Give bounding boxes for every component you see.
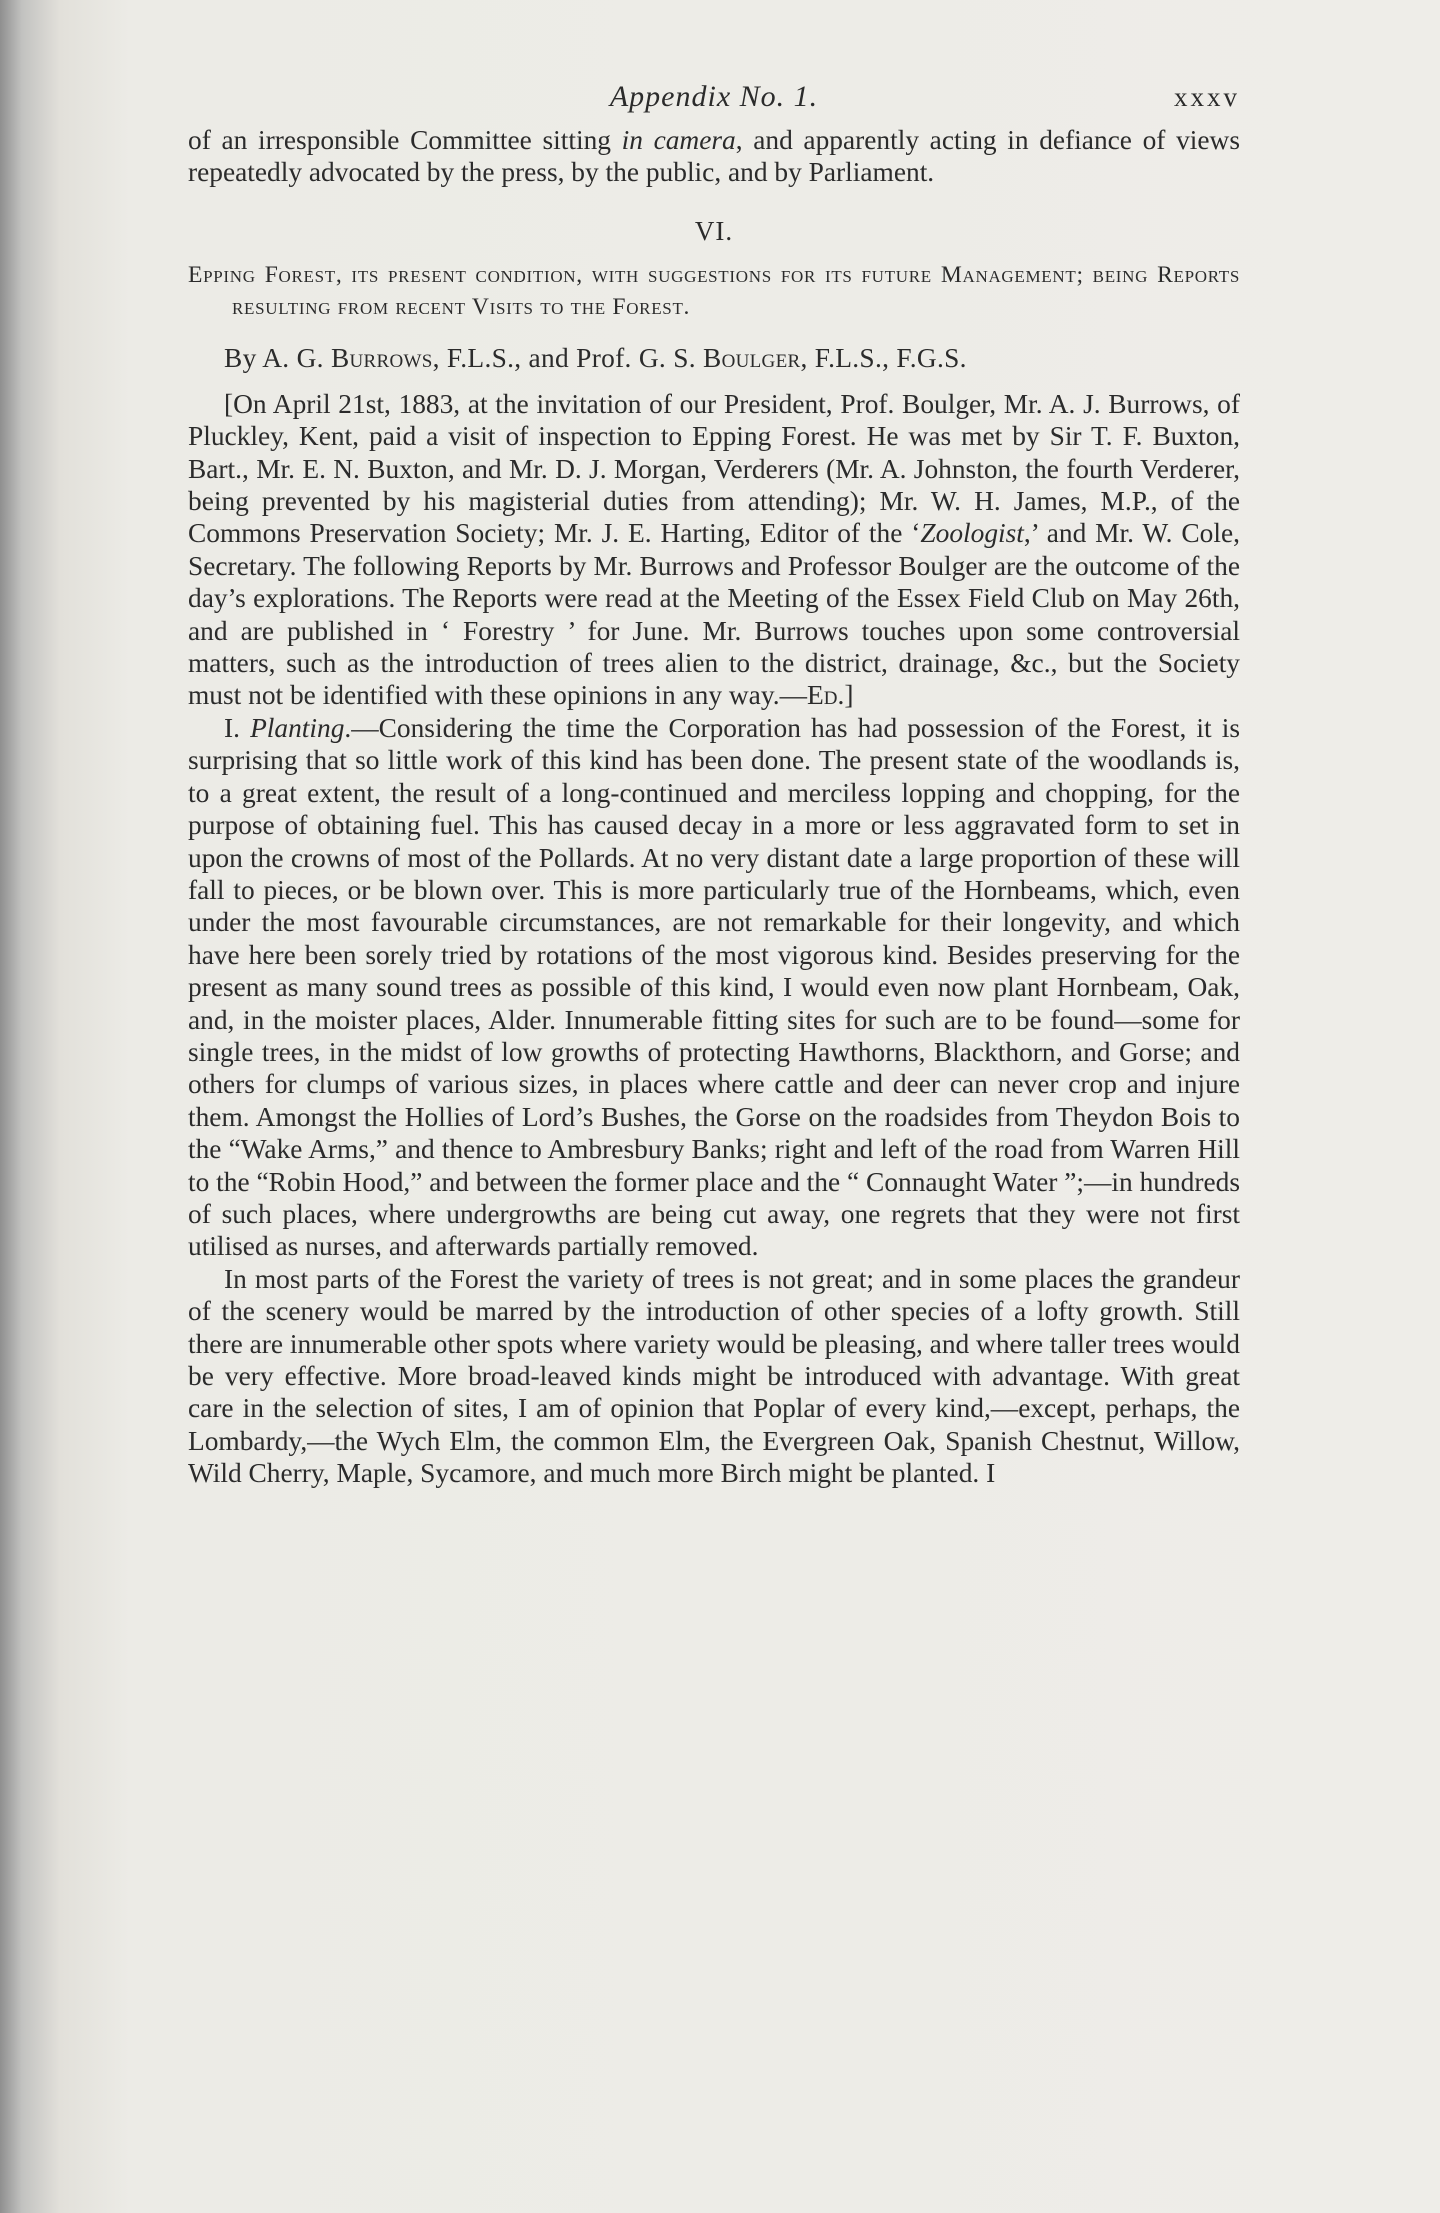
intro-paragraph [188, 124, 1240, 189]
running-title: Appendix No. 1. [609, 80, 819, 113]
byline-prefix: By A. G. [224, 342, 331, 373]
running-head [188, 80, 1240, 124]
intro-text-after: , and apparently acting in defiance of views repeatedly advocated by the press, by the public, and by Parliament. [188, 125, 1240, 188]
byline-author-boulger: Boulger [703, 342, 801, 373]
editor-note-italic: Zoologist [920, 518, 1024, 549]
byline-author-burrows: Burrows [330, 342, 433, 373]
editor-note-text-2: ,’ and Mr. W. Cole, Secretary. The following Reports by Mr. Burrows and Professor Boulger are the outcome of the day’s explorations. The Reports were read at the Meeting of the Essex Field Club on May 26th, and are published in ‘ Forestry ’ for June. Mr. Burrows touches upon some controversial matters, such as the introduction of trees alien to the district, drainage, &c., but the Society must not be identified with these opinions in any way.— [188, 518, 1240, 711]
editor-note [188, 388, 1240, 712]
planting-italic-title: Planting [250, 712, 345, 743]
planting-text: .—Considering the time the Corporation has had possession of the Forest, it is surprising that so little work of this kind has been done. The present state of the woodlands is, to a great extent, the result of a long-continued and merciless lopping and chopping, for the purpose of obtaining fuel. This has caused decay in a more or less aggravated form to set in upon the crowns of most of the Pollards. At no very distant date a large proportion of these will fall to pieces, or be blown over. This is more particularly true of the Hornbeams, which, even under the most favourable circumstances, are not remarkable for their longevity, and which have here been sorely tried by rotations of the most vigorous kind. Besides preserving for the present as many sound trees as possible of this kind, I would even now plant Hornbeam, Oak, and, in the moister places, Alder. Innumerable fitting sites for such are to be found—some for single trees, in the midst of low growths of protecting Hawthorns, Blackthorn, and Gorse; and others for clumps of various sizes, in places where cattle and deer can never crop and injure them. Amongst the Hollies of Lord’s Bushes, the Gorse on the roadsides from Theydon Bois to the “Wake Arms,” and thence to Ambresbury Banks; right and left of the road from Warren Hill to the “Robin Hood,” and between the former place and the “ Connaught Water ”;—in hundreds of such places, where undergrowths are being cut away, one regrets that they were not first utilised as nurses, and afterwards partially removed. [188, 712, 1240, 1262]
page-content [188, 80, 1240, 1490]
editor-note-ed: Ed. [807, 680, 845, 711]
page-number: xxxv [1174, 82, 1240, 112]
section-heading: Epping Forest, its present condition, with suggestions for its future Management; being Reports resulting from recent Visits to the Forest. [188, 261, 1240, 320]
planting-label: I. [224, 712, 251, 743]
variety-paragraph: In most parts of the Forest the variety of trees is not great; and in some places the grandeur of the scenery would be marred by the introduction of other species of a lofty growth. Still there are innumerable other spots where variety would be pleasing, and where taller trees would be very effective. More broad-leaved kinds might be introduced with advantage. With great care in the selection of sites, I am of opinion that Poplar of every kind,—except, perhaps, the Lombardy,—the Wych Elm, the common Elm, the Evergreen Oak, Spanish Chestnut, Willow, Wild Cherry, Maple, Sycamore, and much more Birch might be planted. I [188, 1263, 1240, 1489]
intro-text-before: of an irresponsible Committee sitting [188, 125, 622, 155]
planting-paragraph [188, 712, 1240, 1263]
intro-italic-phrase: in camera [621, 125, 736, 155]
editor-note-text: [On April 21st, 1883, at the invitation of our President, Prof. Boulger, Mr. A. J. Burrows, of Pluckley, Kent, paid a visit of inspection to Epping Forest. He was met by Sir T. F. Buxton, Bart., Mr. E. N. Buxton, and Mr. D. J. Morgan, Verderers (Mr. A. Johnston, the fourth Verderer, being prevented by his magisterial duties from attending); Mr. W. H. James, M.P., of the Commons Preservation Society; Mr. J. E. Harting, Editor of the ‘ [188, 388, 1240, 549]
byline-mid: , F.L.S., and Prof. G. S. [432, 342, 704, 373]
byline-suffix: , F.L.S., F.G.S. [800, 342, 967, 373]
section-number: VI. [694, 215, 734, 246]
editor-note-close: ] [844, 680, 854, 711]
byline [224, 343, 1240, 374]
